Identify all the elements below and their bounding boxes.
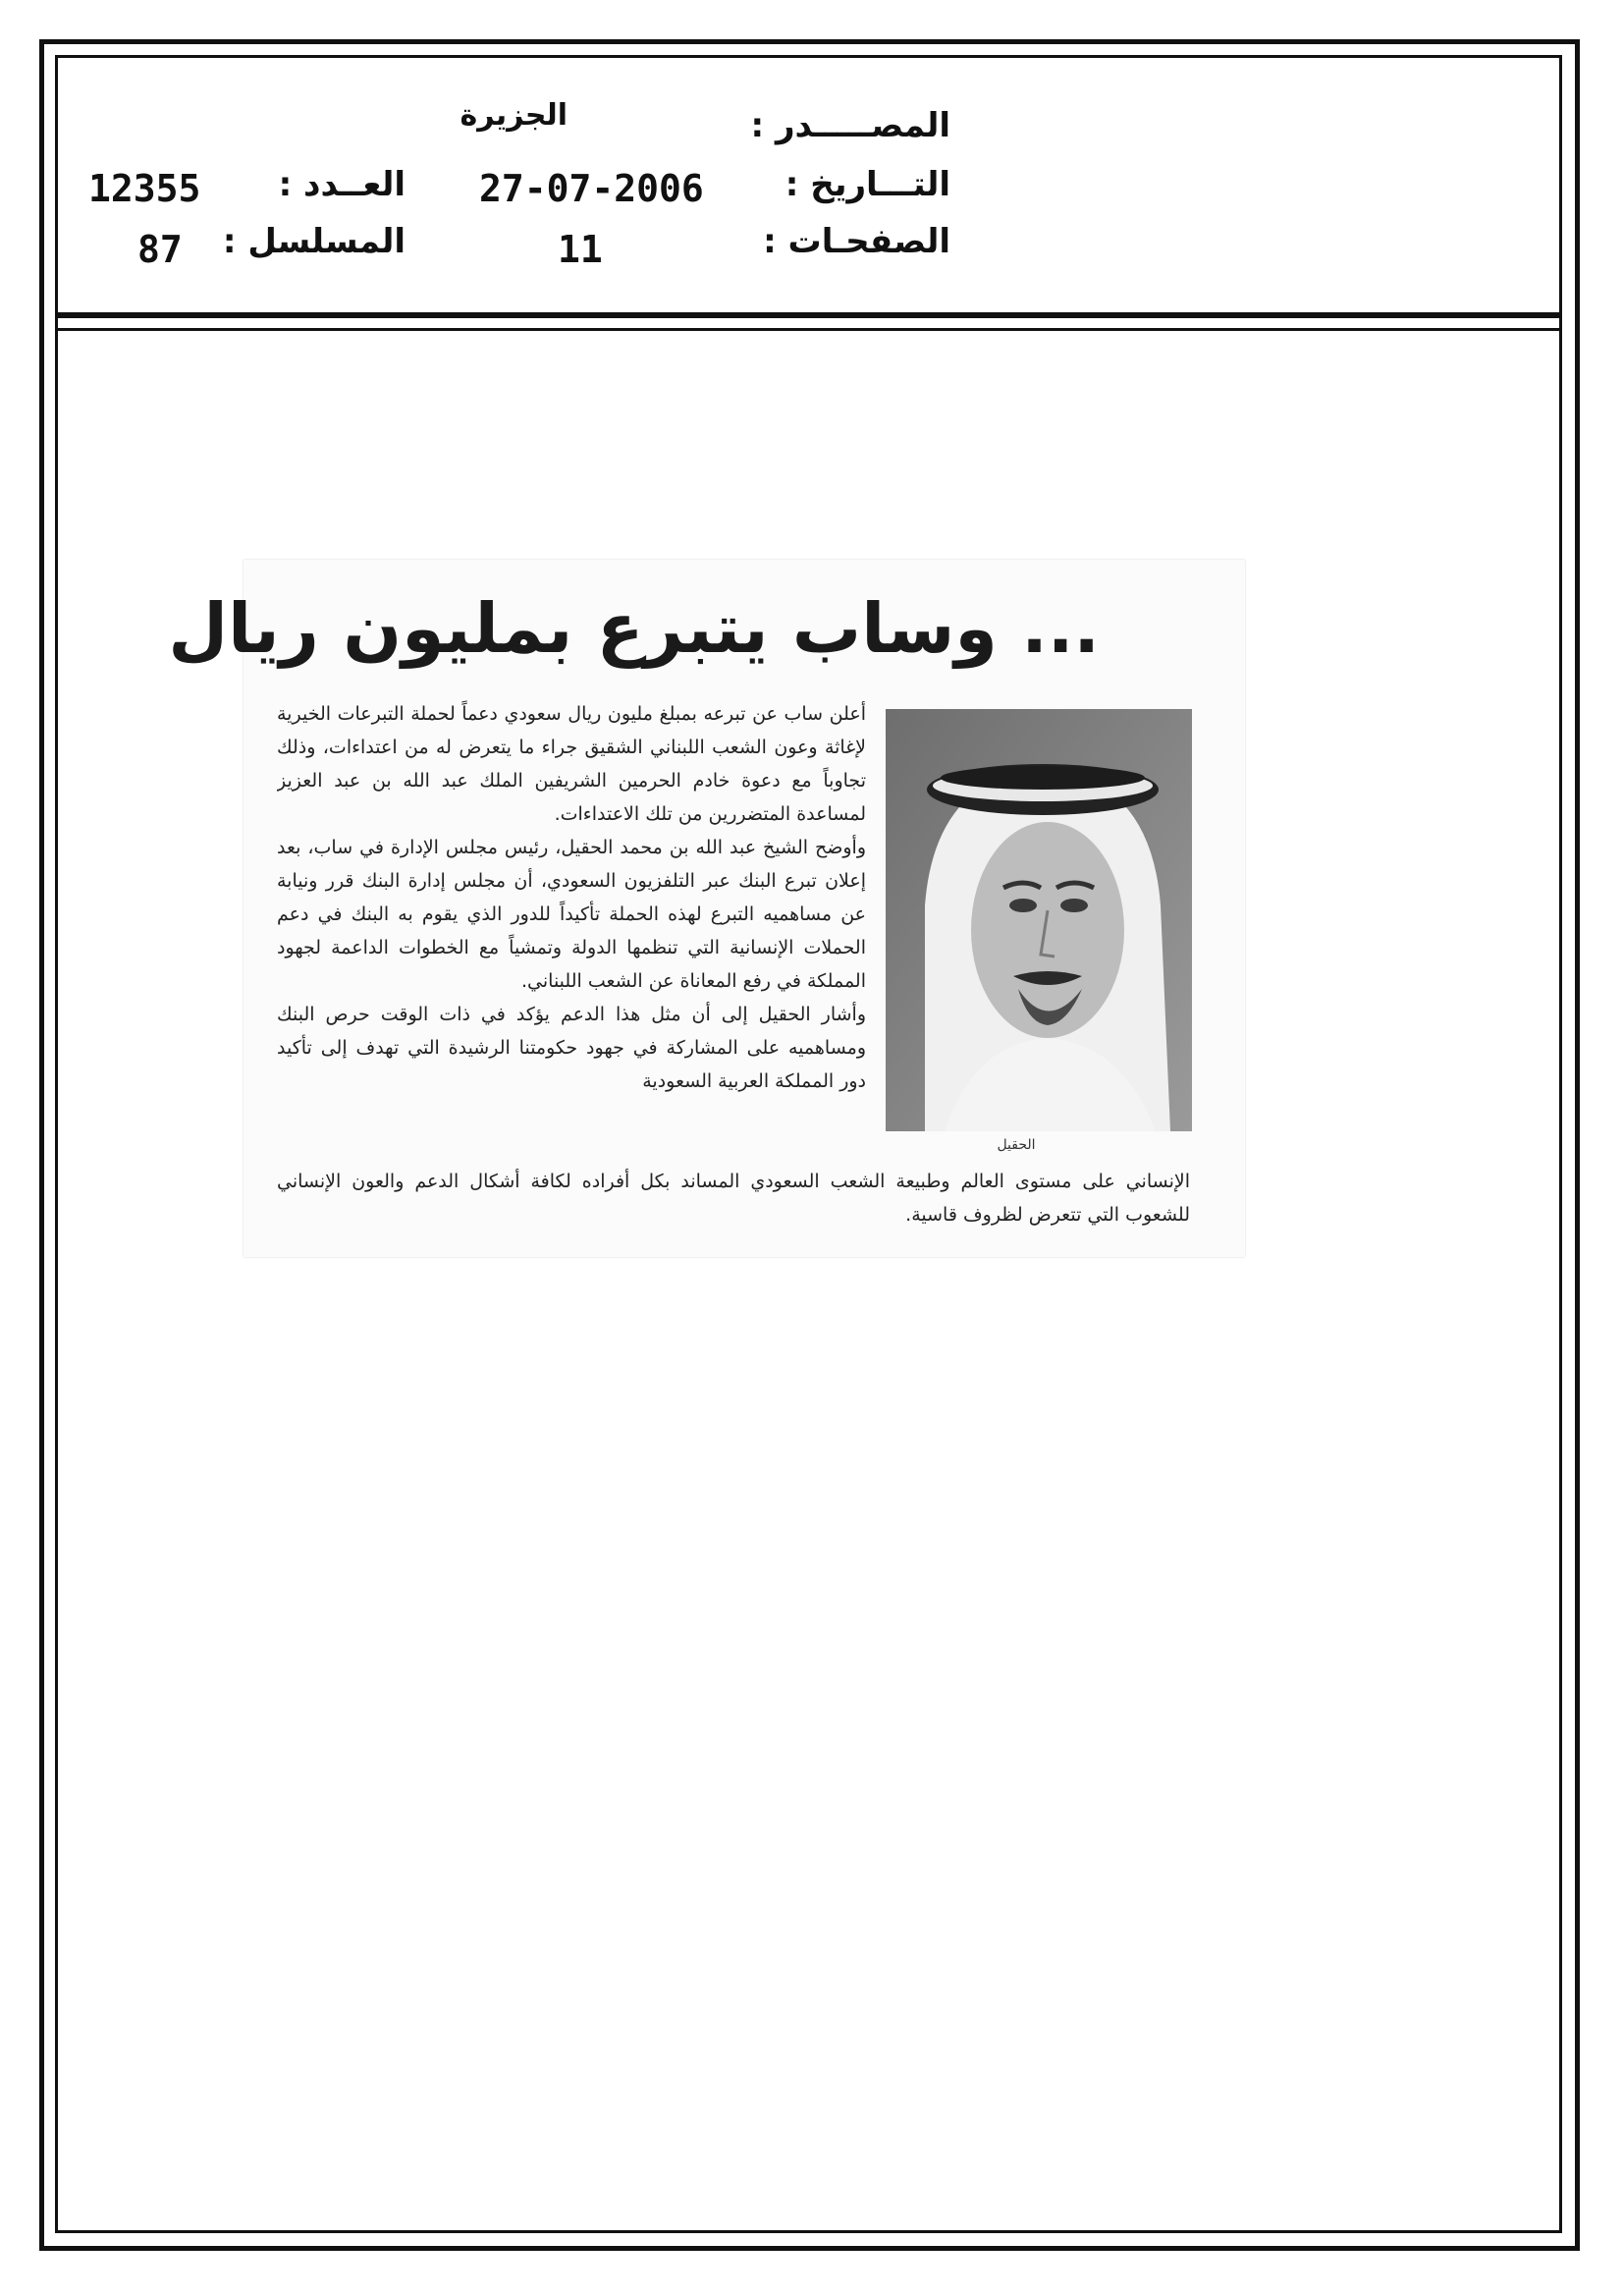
photo-caption: الحقيل (997, 1137, 1036, 1153)
issue-label: العــدد : (278, 165, 406, 204)
date-value: 27-07-2006 (479, 167, 704, 210)
pages-value: 11 (558, 228, 603, 271)
article-body-footer (277, 1165, 1190, 1237)
article-paragraph-2: وأوضح الشيخ عبد الله بن محمد الحقيل، رئيس مجلس الإدارة في ساب، بعد إعلان تبرع البنك عبر التلفزيون السعودي، أن مجلس إدارة البنك قرر ونيابة عن مساهميه التبرع لهذه الحملة تأكيداً للدور الذي يقوم به البنك في دعم الحملات الإنسانية التي تنظمها الدولة وتمشياً مع الخطوات الداعمة لجهود المملكة في رفع المعاناة عن الشعب اللبناني. (277, 837, 866, 992)
header-divider (55, 312, 1562, 318)
header-divider-thin (55, 328, 1562, 331)
date-label: التـــاريخ : (784, 165, 950, 204)
serial-value: 87 (137, 228, 183, 271)
issue-value: 12355 (88, 167, 201, 210)
article-body-column (277, 697, 866, 1165)
article-paragraph-4: الإنساني على مستوى العالم وطبيعة الشعب السعودي المساند بكل أفراده لكافة أشكال الدعم والعون الإنساني للشعوب التي تتعرض لظروف قاسية. (277, 1171, 1190, 1226)
portrait-image-icon (886, 709, 1192, 1131)
pages-label: الصفحـات : (763, 222, 950, 261)
serial-label: المسلسل : (222, 222, 406, 261)
article-paragraph-1: أعلن ساب عن تبرعه بمبلغ مليون ريال سعودي دعماً لحملة التبرعات الخيرية لإغاثة وعون الشعب اللبناني الشقيق جراء ما يتعرض له من اعتداءات، وذلك تجاوباً مع دعوة خادم الحرمين الشريفين الملك عبد الله بن عبد العزيز لمساعدة المتضررين من تلك الاعتداءات. (277, 703, 866, 825)
source-label: المصـــــدر : (750, 106, 950, 145)
article-headline: ... وساب يتبرع بمليون ريال (168, 588, 1100, 669)
article-paragraph-3: وأشار الحقيل إلى أن مثل هذا الدعم يؤكد في ذات الوقت حرص البنك ومساهميه على المشاركة في جهود حكومتنا الرشيدة التي تهدف إلى تأكيد دور المملكة العربية السعودية (277, 1004, 866, 1092)
source-value: الجزيرة (460, 98, 568, 133)
portrait-photo (886, 709, 1192, 1131)
